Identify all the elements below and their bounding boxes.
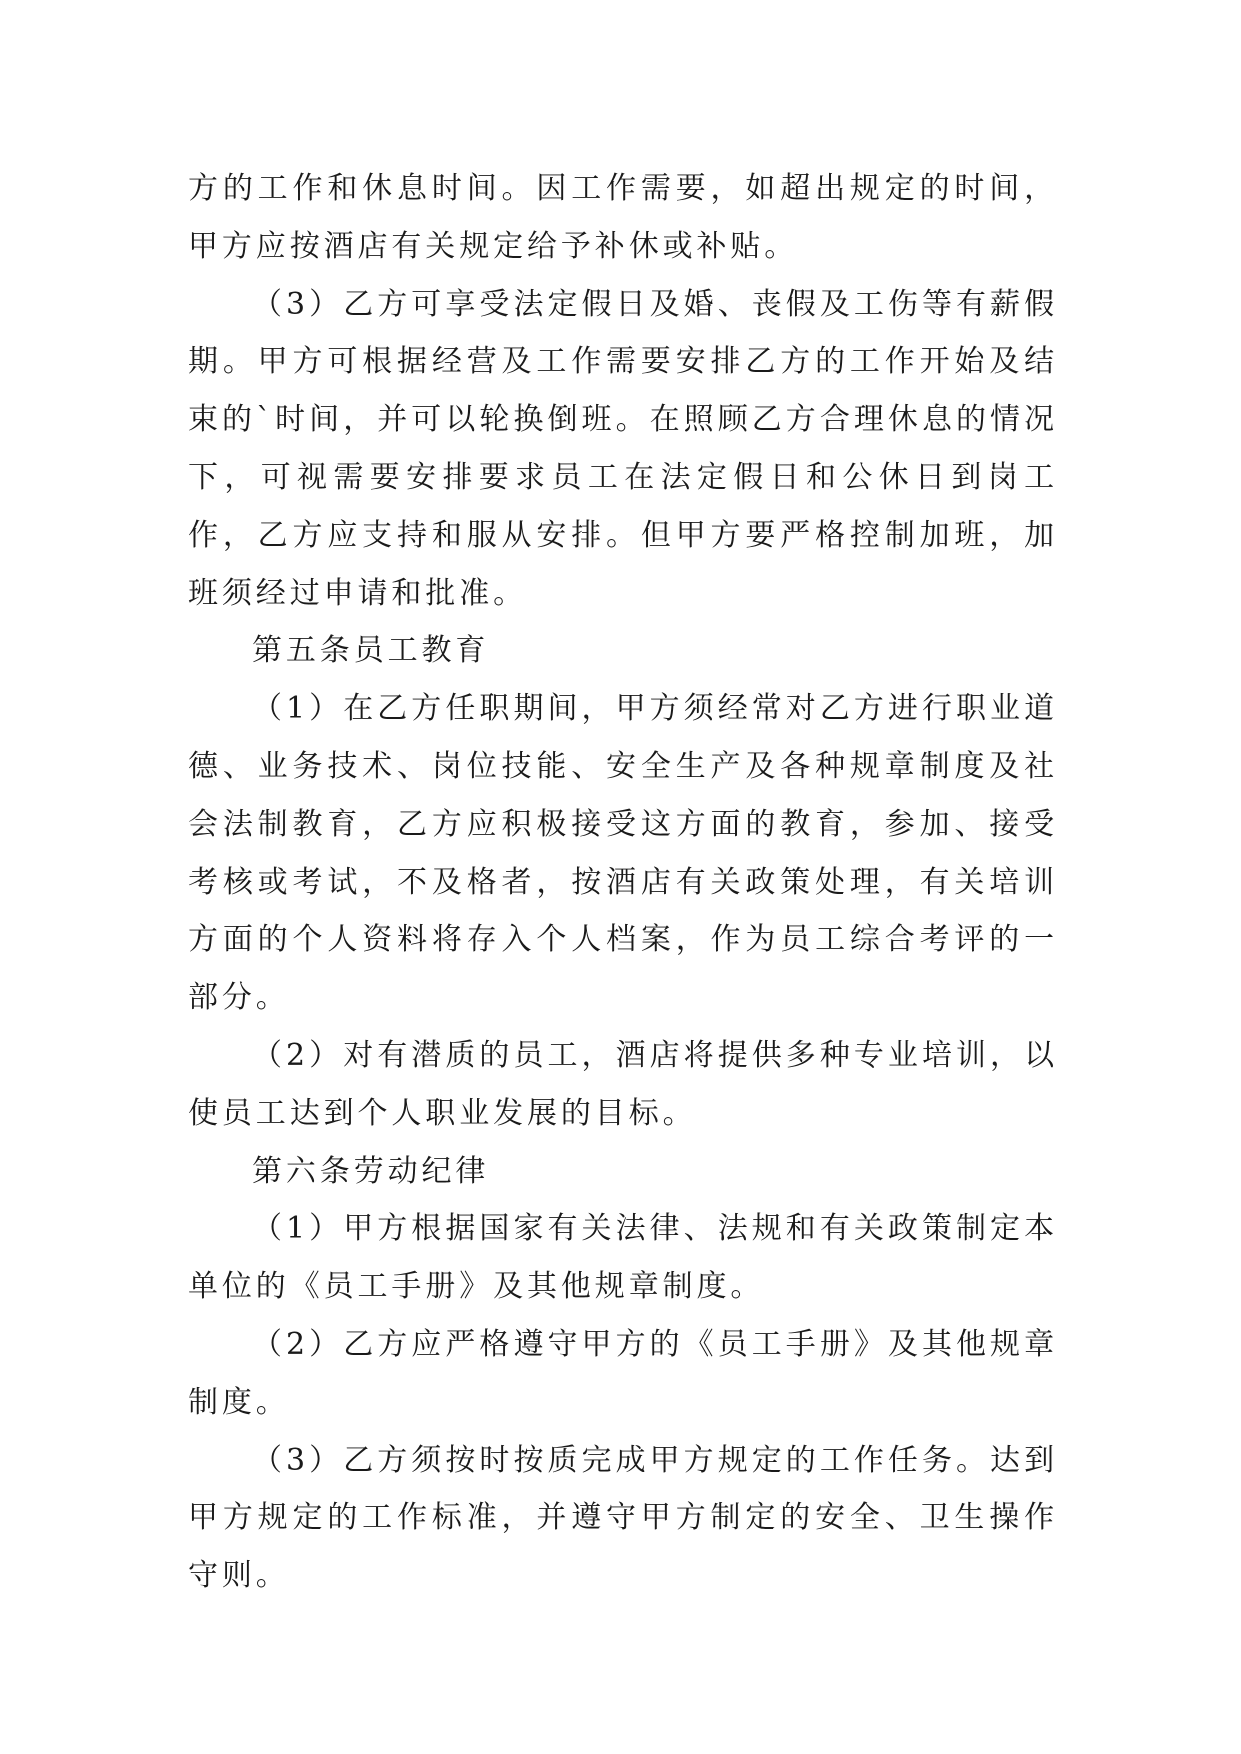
paragraph-discipline-3: （3）乙方须按时按质完成甲方规定的工作任务。达到甲方规定的工作标准，并遵守甲方制定的安全、卫生操作守则。 [188, 1442, 1058, 1594]
paragraph-discipline-1: （1）甲方根据国家有关法律、法规和有关政策制定本单位的《员工手册》及其他规章制度。 [188, 1211, 1058, 1305]
section-heading-article-5: 第五条员工教育 [252, 633, 490, 669]
paragraph-rest-time: 方的工作和休息时间。因工作需要，如超出规定的时间，甲方应按酒店有关规定给予补休或补贴。 [188, 171, 1058, 264]
paragraph-discipline-2: （2）乙方应严格遵守甲方的《员工手册》及其他规章制度。 [188, 1326, 1058, 1420]
paragraph-education-1: （1）在乙方任职期间，甲方须经常对乙方进行职业道德、业务技术、岗位技能、安全生产及各种规章制度及社会法制教育，乙方应积极接受这方面的教育，参加、接受考核或考试，不及格者，按酒店有关政策处理，有关培训方面的个人资料将存入个人档案，作为员工综合考评的一部分。 [188, 691, 1058, 1016]
document-body [188, 160, 1058, 1605]
paragraph-holidays: （3）乙方可享受法定假日及婚、丧假及工伤等有薪假期。甲方可根据经营及工作需要安排乙方的工作开始及结束的`时间，并可以轮换倒班。在照顾乙方合理休息的情况下，可视需要安排要求员工在法定假日和公休日到岗工作，乙方应支持和服从安排。但甲方要严格控制加班，加班须经过申请和批准。 [188, 286, 1058, 611]
paragraph-education-2: （2）对有潜质的员工，酒店将提供多种专业培训，以使员工达到个人职业发展的目标。 [188, 1037, 1058, 1131]
section-heading-article-6: 第六条劳动纪律 [252, 1153, 490, 1189]
